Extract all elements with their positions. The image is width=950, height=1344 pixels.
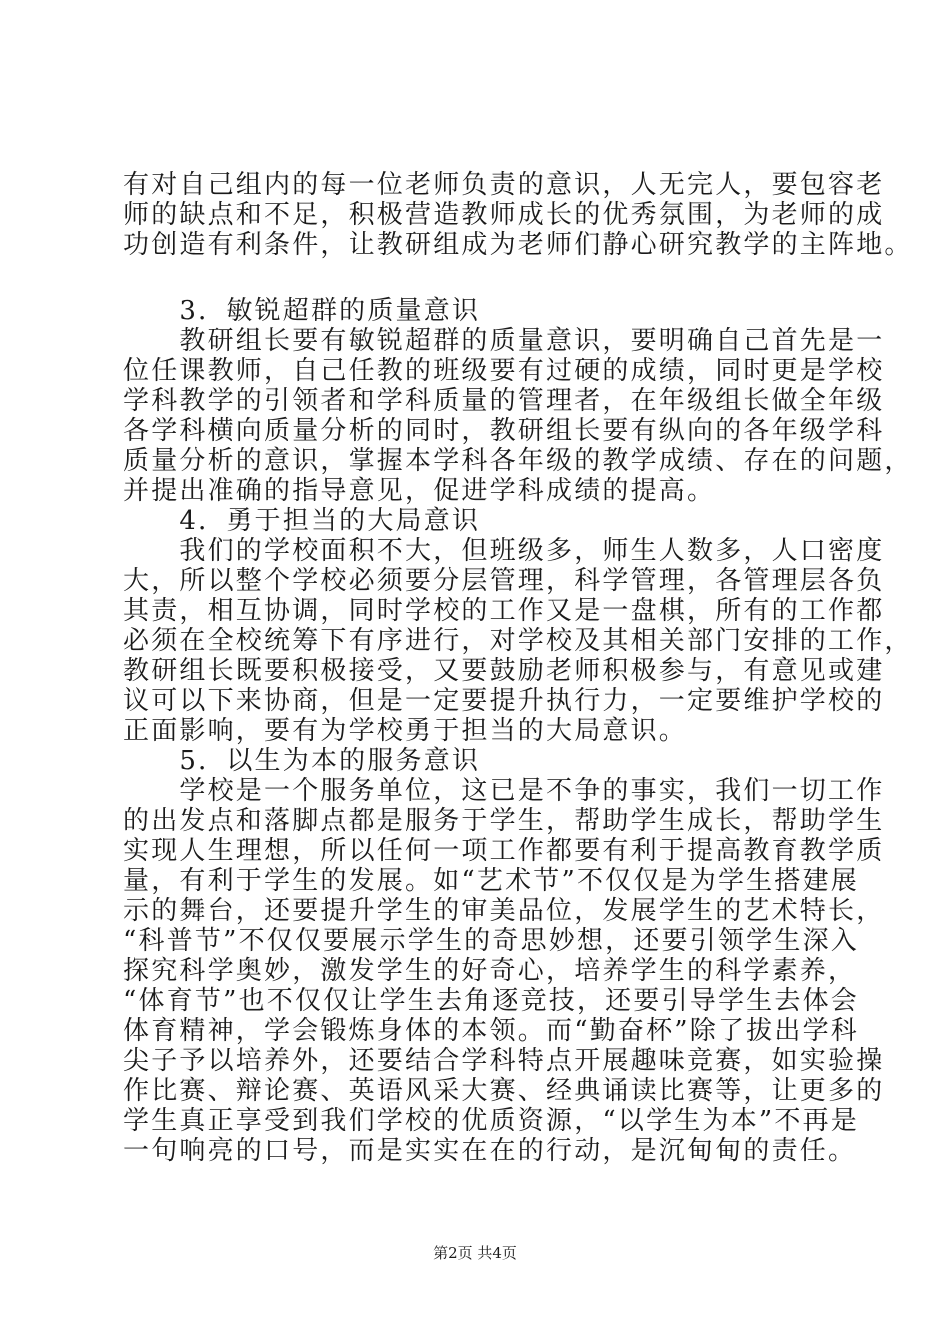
text-line: 学校是一个服务单位，这已是不争的事实，我们一切工作 [123, 776, 885, 806]
text-line: 必须在全校统筹下有序进行，对学校及其相关部门安排的工作， [123, 626, 913, 656]
text-line: 量，有利于学生的发展。如“艺术节”不仅仅是为学生搭建展 [123, 866, 859, 896]
text-line: 的出发点和落脚点都是服务于学生，帮助学生成长，帮助学生 [123, 806, 885, 836]
text-line: 大，所以整个学校必须要分层管理，科学管理，各管理层各负 [123, 566, 885, 596]
text-line: 体育精神，学会锻炼身体的本领。而“勤奋杯”除了拔出学科 [123, 1016, 859, 1046]
text-line: “体育节”也不仅仅让学生去角逐竞技，还要引导学生去体会 [123, 986, 859, 1016]
text-line: 尖子予以培养外，还要结合学科特点开展趣味竞赛，如实验操 [123, 1046, 885, 1076]
text-line: 教研组长要有敏锐超群的质量意识，要明确自己首先是一 [123, 326, 885, 356]
text-line: 各学科横向质量分析的同时，教研组长要有纵向的各年级学科 [123, 416, 885, 446]
text-line: 功创造有利条件，让教研组成为老师们静心研究教学的主阵地。 [123, 230, 913, 260]
text-line: 质量分析的意识，掌握本学科各年级的教学成绩、存在的问题， [123, 446, 913, 476]
text-line: 议可以下来协商，但是一定要提升执行力，一定要维护学校的 [123, 686, 885, 716]
paragraph-gap [123, 260, 843, 296]
text-line: “科普节”不仅仅要展示学生的奇思妙想，还要引领学生深入 [123, 926, 859, 956]
section-heading-5: 5．以生为本的服务意识 [123, 746, 481, 776]
section-heading-4: 4．勇于担当的大局意识 [123, 506, 481, 536]
text-line: 探究科学奥妙，激发学生的好奇心，培养学生的科学素养， [123, 956, 857, 986]
text-line: 实现人生理想，所以任何一项工作都要有利于提高教育教学质 [123, 836, 885, 866]
text-line: 一句响亮的口号，而是实实在在的行动，是沉甸甸的责任。 [123, 1136, 857, 1166]
text-line: 师的缺点和不足，积极营造教师成长的优秀氛围，为老师的成 [123, 200, 885, 230]
text-line: 我们的学校面积不大，但班级多，师生人数多，人口密度 [123, 536, 885, 566]
text-line: 并提出准确的指导意见，促进学科成绩的提高。 [123, 476, 716, 506]
text-line: 有对自己组内的每一位老师负责的意识，人无完人，要包容老 [123, 170, 885, 200]
text-line: 位任课教师，自己任教的班级要有过硬的成绩，同时更是学校 [123, 356, 885, 386]
text-line: 教研组长既要积极接受，又要鼓励老师积极参与，有意见或建 [123, 656, 885, 686]
section-heading-3: 3．敏锐超群的质量意识 [123, 296, 481, 326]
text-line: 学生真正享受到我们学校的优质资源，“以学生为本”不再是 [123, 1106, 859, 1136]
document-body [123, 170, 913, 1166]
text-line: 作比赛、辩论赛、英语风采大赛、经典诵读比赛等，让更多的 [123, 1076, 885, 1106]
text-line: 其责，相互协调，同时学校的工作又是一盘棋，所有的工作都 [123, 596, 885, 626]
text-line: 正面影响，要有为学校勇于担当的大局意识。 [123, 716, 688, 746]
text-line: 学科教学的引领者和学科质量的管理者，在年级组长做全年级 [123, 386, 885, 416]
page-footer: 第2页 共4页 [433, 1244, 517, 1262]
text-line: 示的舞台，还要提升学生的审美品位，发展学生的艺术特长， [123, 896, 885, 926]
